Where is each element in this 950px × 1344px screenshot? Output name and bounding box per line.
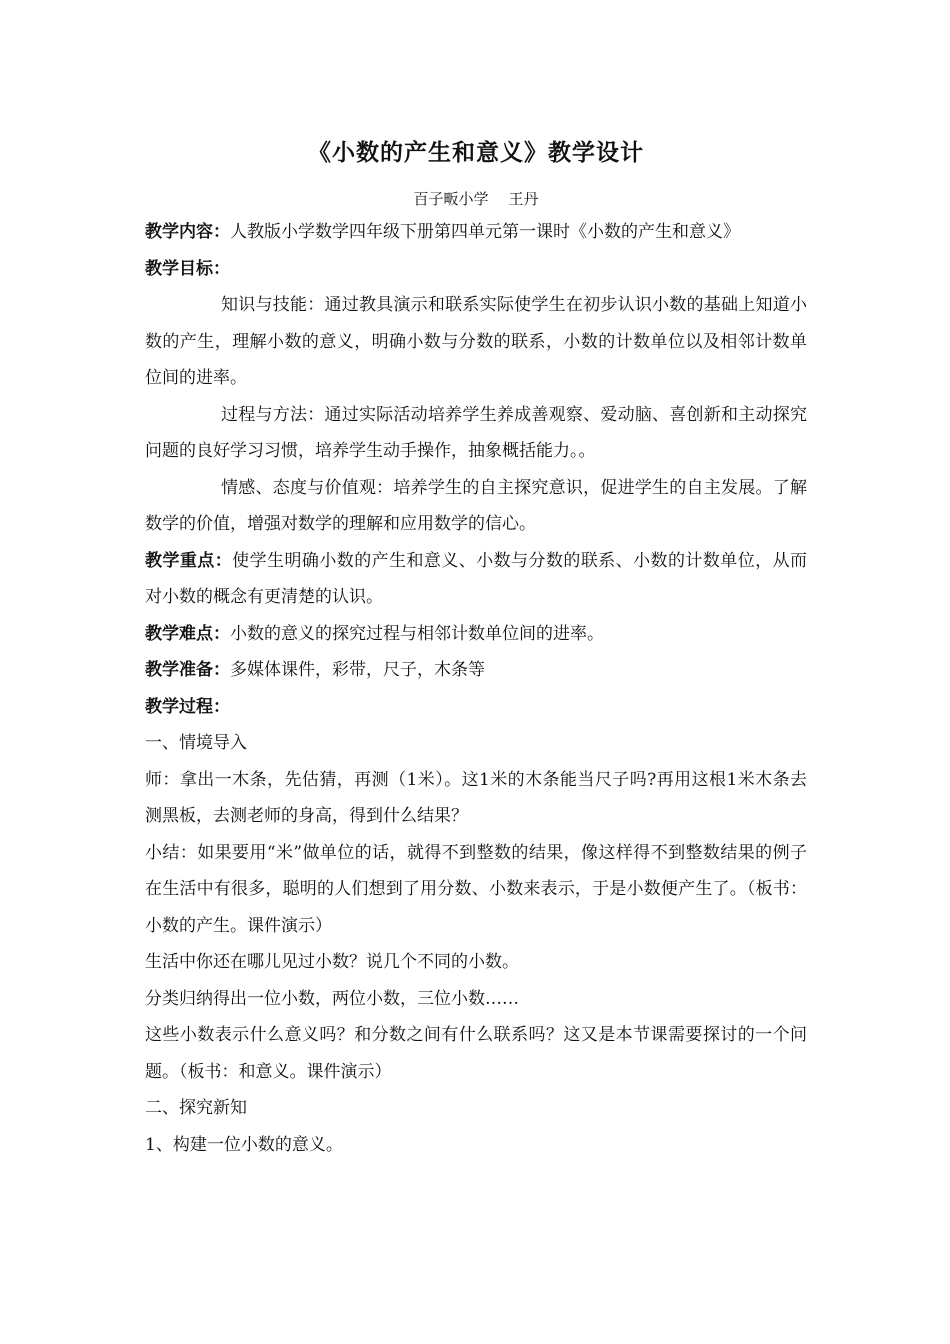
section-intro-heading: 一、情境导入 xyxy=(145,733,247,753)
process-paragraph: 师：拿出一木条，先估猜，再测（1米）。这1米的木条能当尺子吗?再用这根1米木条去测黑板，去测老师的身高，得到什么结果？ xyxy=(145,769,807,826)
objective-attitude: 情感、态度与价值观：培养学生的自主探究意识，促进学生的自主发展。了解数学的价值，增强对数学的理解和应用数学的信心。 xyxy=(145,477,807,534)
process-paragraph: 1、构建一位小数的意义。 xyxy=(145,1134,343,1155)
objectives-label: 教学目标： xyxy=(145,258,230,279)
difficulties-label: 教学难点： xyxy=(145,623,230,644)
process-paragraph: 生活中你还在哪儿见过小数？说几个不同的小数。 xyxy=(145,952,519,972)
key-points-label: 教学重点： xyxy=(145,550,233,571)
process-paragraph: 小结：如果要用“米”做单位的话，就得不到整数的结果，像这样得不到整数结果的例子在生活中有很多，聪明的人们想到了用分数、小数来表示，于是小数便产生了。（板书：小数的产生。课件演示） xyxy=(145,842,807,936)
process-paragraph: 这些小数表示什么意义吗？和分数之间有什么联系吗？这又是本节课需要探讨的一个问题。（板书：和意义。课件演示） xyxy=(145,1025,807,1082)
key-points xyxy=(145,543,807,616)
difficulties xyxy=(145,616,807,653)
process-heading xyxy=(145,689,807,726)
preparation-label: 教学准备： xyxy=(145,660,230,680)
process-paragraph: 分类归纳得出一位小数，两位小数，三位小数…… xyxy=(145,988,519,1009)
difficulties-text: 小数的意义的探究过程与相邻计数单位间的进率。 xyxy=(230,623,604,644)
process-label: 教学过程： xyxy=(145,696,230,717)
key-points-text: 使学生明确小数的产生和意义、小数与分数的联系、小数的计数单位，从而对小数的概念有更清楚的认识。 xyxy=(145,550,808,607)
author-name: 王丹 xyxy=(508,190,539,208)
objective-knowledge: 知识与技能：通过教具演示和联系实际使学生在初步认识小数的基础上知道小数的产生，理解小数的意义，明确小数与分数的联系，小数的计数单位以及相邻计数单位间的进率。 xyxy=(145,295,807,388)
teaching-content xyxy=(145,214,807,251)
objective-process: 过程与方法：通过实际活动培养学生养成善观察、爱动脑、喜创新和主动探究问题的良好学习习惯，培养学生动手操作，抽象概括能力。。 xyxy=(145,404,807,461)
preparation-text: 多媒体课件，彩带，尺子，木条等 xyxy=(230,660,485,680)
document-body xyxy=(145,136,807,1163)
author-line xyxy=(145,188,807,210)
teaching-content-label: 教学内容： xyxy=(145,222,230,242)
preparation xyxy=(145,652,807,689)
section-explore-heading: 二、探究新知 xyxy=(145,1098,247,1118)
author-school: 百子畈小学 xyxy=(413,190,489,208)
objectives-heading xyxy=(145,251,807,288)
document-title: 《小数的产生和意义》教学设计 xyxy=(308,139,644,166)
teaching-content-text: 人教版小学数学四年级下册第四单元第一课时《小数的产生和意义》 xyxy=(230,222,740,242)
